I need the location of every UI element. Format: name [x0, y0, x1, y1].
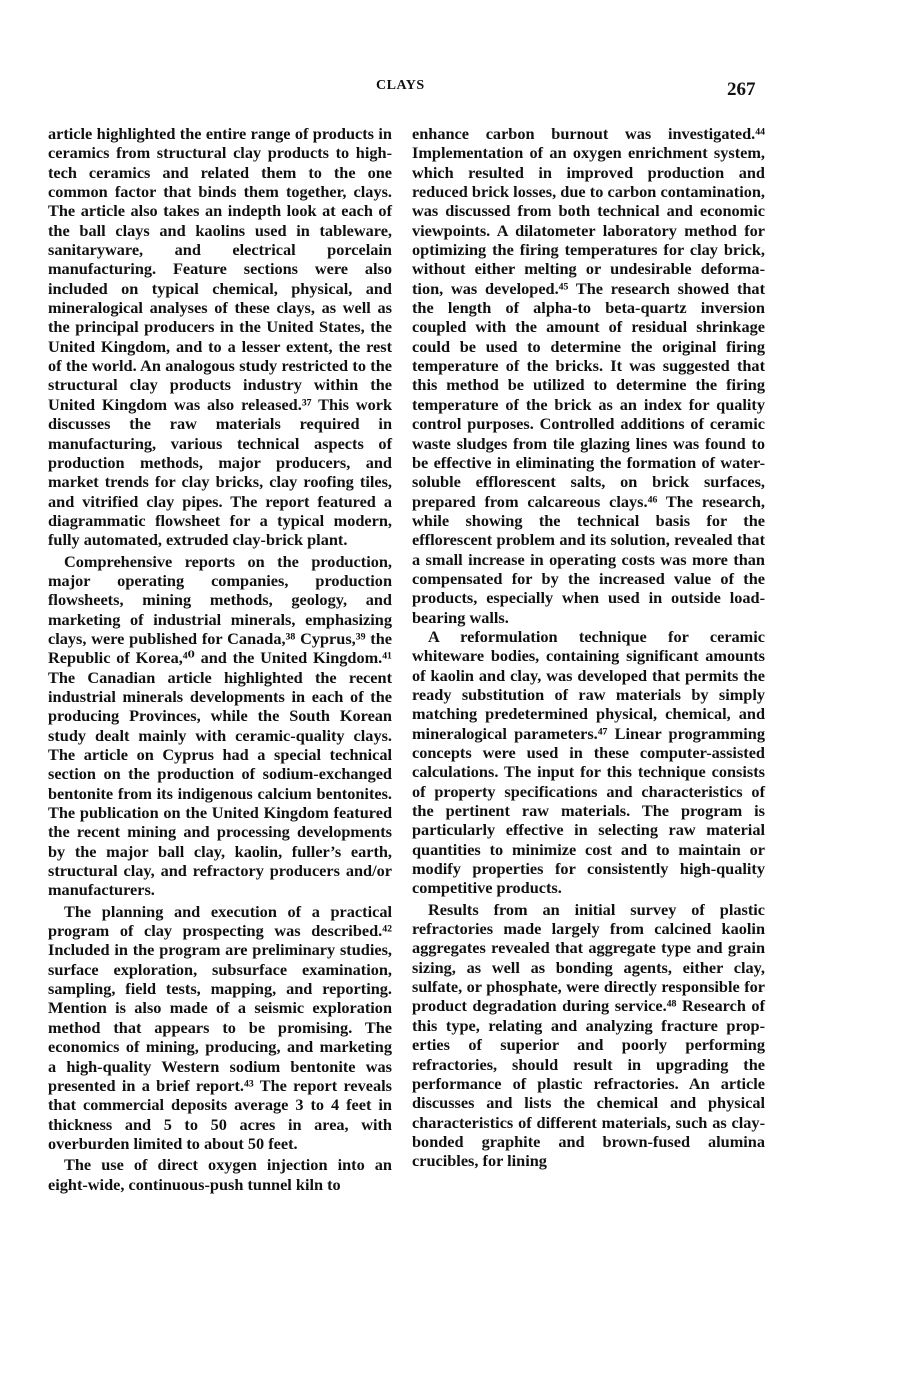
paragraph: A reformulation technique for ceramic whiteware bodies, containing significant amounts of kaolin and clay, was developed that permits the ready substitution of raw materials by simply matching predetermined physical, chemical, and mineralogical parameters.⁴⁷ Linear programming concepts were used in these computer-assisted calculations. The input for this technique consists of property specifications and characteristics of the pertinent raw materials. The program is particularly effective in selecting raw material quantities to minimize cost and to maintain or modify properties for consistently high-quality competitive products. — [412, 626, 765, 898]
paragraph: Results from an initial survey of plastic refractories made largely from calcined kaolin aggregates revealed that aggregate type and grain sizing, as well as bonding agents, either clay, sulfate, or phosphate, were directly responsible for product degradation during service.⁴⁸ Research of this type, relating and analyzing fracture properties of superior and poorly performing refractories, should result in upgrading the performance of plastic refractories. An article discusses and lists the chemical and physical characteristics of different materials, such as clay-bonded graphite and brown-fused alumina crucibles, for lining — [412, 899, 765, 1171]
paragraph: article highlighted the entire range of products in ceramics from structural clay products to high-tech ceramics and related them to the one common factor that binds them together, clays. The article also takes an indepth look at each of the ball clays and kaolins used in tableware, sanitaryware, and electrical porcelain manufacturing. Feature sections were also included on typical chemical, physical, and mineralogical analyses of these clays, as well as the principal producers in the United States, the United Kingdom, and to a lesser extent, the rest of the world. An analogous study restricted to the structural clay products industry within the United Kingdom was also released.³⁷ This work discusses the raw materials required in manufacturing, various technical aspects of production methods, major producers, and market trends for clay bricks, clay roofing tiles, and vitrified clay pipes. The report featured a diagrammatic flowsheet for a typical modern, fully automated, extruded clay-brick plant. — [48, 124, 392, 550]
page-number: 267 — [727, 79, 756, 100]
paragraph: The planning and execution of a practical program of clay prospecting was described.⁴² Included in the program are preliminary studies, surface exploration, subsurface examination, sampling, field tests, mapping, and reporting. Mention is also made of a seismic exploration method that appears to be promising. The economics of mining, producing, and marketing a high-quality Western sodium bentonite was presented in a brief report.⁴³ The report reveals that commercial deposits average 3 to 4 feet in thickness and 5 to 50 acres in area, with overburden limited to about 50 feet. — [48, 901, 392, 1153]
paragraph: The use of direct oxygen injection into an eight-wide, continuous-push tunnel kiln to — [48, 1155, 392, 1194]
paragraph: Comprehensive reports on the production, major operating companies, production flowsheets, mining methods, geology, and marketing of industrial minerals, emphasizing clays, were published for Canada,³⁸ Cyprus,³⁹ the Republic of Korea,⁴⁰ and the United Kingdom.⁴¹ The Canadian article highlighted the recent industrial minerals developments in each of the producing Provinces, while the South Korean study dealt mainly with ceramic-quality clays. The article on Cyprus had a special technical section on the production of sodium-exchanged bentonite from its indigenous calcium bentonites. The publication on the United Kingdom featured the recent mining and processing developments by the major ball clay, kaolin, fuller’s earth, structural clay, and refractory producers and/or manufacturers. — [48, 551, 392, 900]
running-head — [0, 76, 899, 100]
left-column — [48, 124, 392, 1194]
chapter-title: CLAYS — [376, 78, 425, 93]
right-column — [412, 124, 765, 1171]
paragraph: enhance carbon burnout was investigated.⁴⁴ Implementation of an oxygen enrichment system, which resulted in improved production and reduced brick losses, due to carbon contamination, was discussed from both technical and economic viewpoints. A dilatometer laboratory method for optimizing the firing temperatures for clay brick, without either melting or undesirable deformation, was developed.⁴⁵ The research showed that the length of alpha-to beta-quartz inversion coupled with the amount of residual shrinkage could be used to determine the original firing temperature of the bricks. It was suggested that this method be utilized to determine the firing temperature of the brick as an index for quality control purposes. Controlled additions of ceramic waste sludges from tile glazing lines was found to be effective in eliminating the formation of water-soluble efflorescent salts, on brick surfaces, prepared from calcareous clays.⁴⁶ The research, while showing the technical basis for the efflorescent problem and its solution, revealed that a small increase in operating costs was more than compensated for by the increased value of the products, especially when used in outside load-bearing walls. — [412, 124, 765, 627]
